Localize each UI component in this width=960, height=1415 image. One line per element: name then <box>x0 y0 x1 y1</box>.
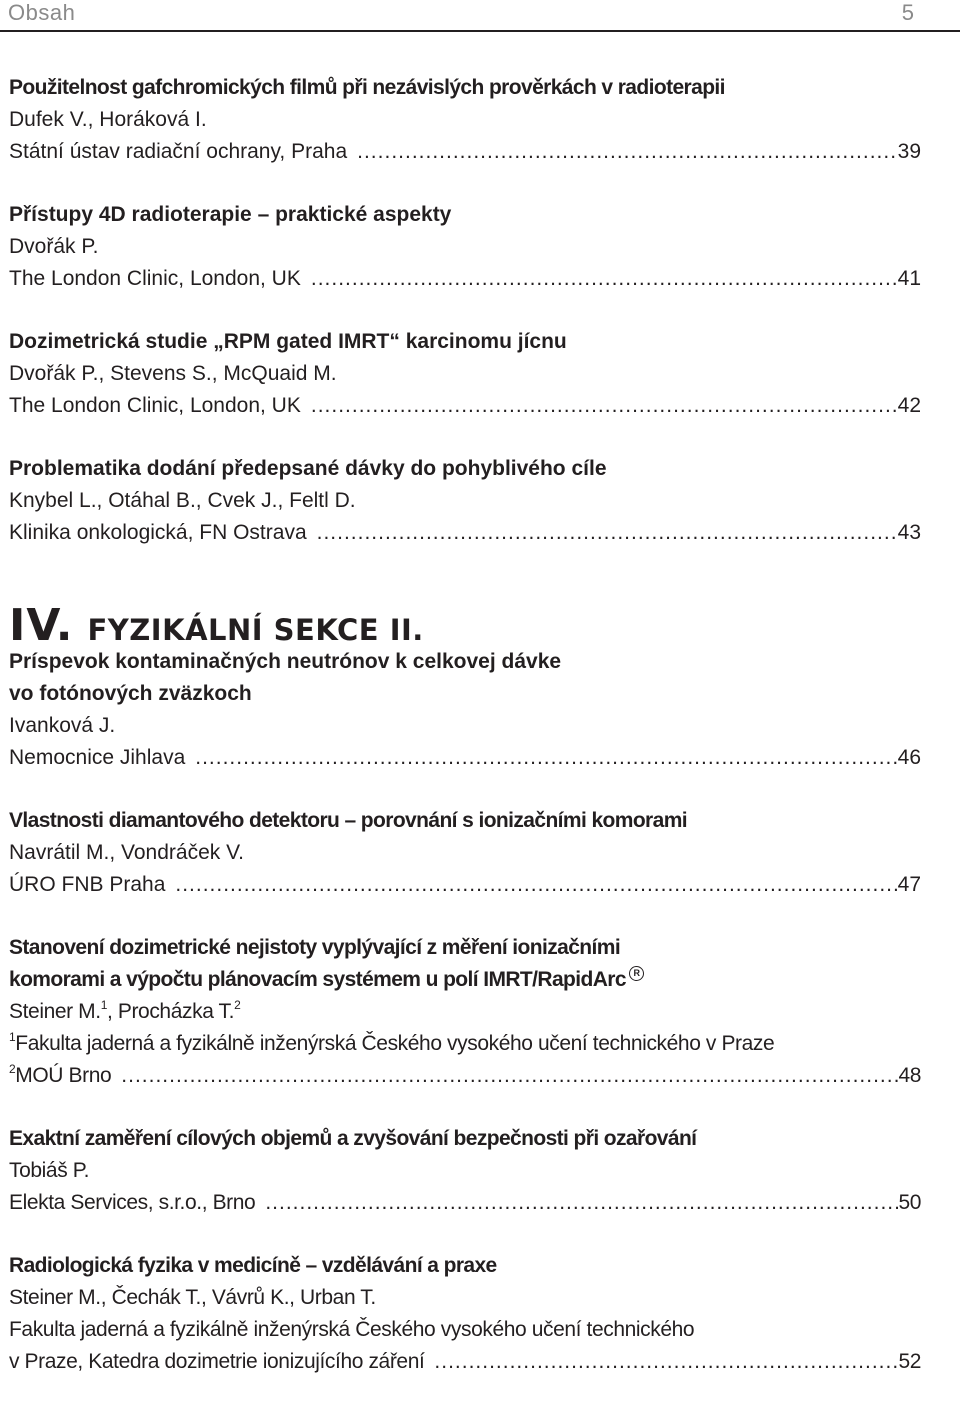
entry-page-number[interactable]: 50 <box>898 1191 921 1214</box>
entry-title: Exaktní zaměření cílových objemů a zvyšování bezpečnosti při ozařování <box>9 1127 697 1150</box>
toc-entry <box>9 199 921 295</box>
entry-affiliation-line[interactable] <box>9 517 921 549</box>
entry-title-line-2: vo fotónových zväzkoch <box>9 682 252 705</box>
entry-affiliation: Státní ústav radiační ochrany, Praha <box>9 140 348 163</box>
entry-page-number[interactable]: 41 <box>897 267 921 290</box>
entry-page-number[interactable]: 47 <box>897 873 921 896</box>
entry-page-number[interactable]: 43 <box>897 521 921 544</box>
entry-authors: Tobiáš P. <box>9 1159 90 1182</box>
entry-affiliation-line[interactable] <box>9 742 921 774</box>
registered-mark-icon: R <box>629 966 644 981</box>
entry-authors: Ivanková J. <box>9 714 116 737</box>
toc-entry <box>9 1123 921 1219</box>
entry-authors: Steiner M., Čechák T., Vávrů K., Urban T. <box>9 1286 376 1309</box>
toc-entry <box>9 805 921 901</box>
entry-affiliation: Nemocnice Jihlava <box>9 746 186 769</box>
dot-leader <box>317 517 898 549</box>
entry-title: Dozimetrická studie „RPM gated IMRT“ karcinomu jícnu <box>9 330 567 353</box>
entry-title-text: komorami a výpočtu plánovacím systémem u polí IMRT/RapidArc <box>9 968 626 991</box>
page-header <box>0 0 960 32</box>
entry-title: Radiologická fyzika v medicíně – vzdělávání a praxe <box>9 1254 497 1277</box>
affiliation-index: 2 <box>9 1062 16 1076</box>
dot-leader <box>121 1060 898 1092</box>
entry-affiliation: The London Clinic, London, UK <box>9 267 301 290</box>
entry-affiliation <box>9 1060 111 1092</box>
entry-affiliation-line[interactable] <box>9 136 921 168</box>
entry-page-number[interactable]: 48 <box>898 1064 921 1087</box>
entry-affiliation: ÚRO FNB Praha <box>9 873 166 896</box>
entry-affiliation-line-1: Fakulta jaderná a fyzikálně inženýrská Českého vysokého učení technického <box>9 1318 695 1341</box>
entry-title-line-1: Stanovení dozimetrické nejistoty vyplývající z měření ionizačními <box>9 936 621 959</box>
dot-leader <box>434 1346 898 1378</box>
entry-page-number[interactable]: 39 <box>897 140 921 163</box>
affiliation-text: Fakulta jaderná a fyzikálně inženýrská Českého vysokého učení technického v Praze <box>15 1032 775 1055</box>
author-affiliation-index: 2 <box>234 998 241 1012</box>
entry-authors: Knybel L., Otáhal B., Cvek J., Feltl D. <box>9 489 356 512</box>
entry-affiliation-line[interactable] <box>9 1346 921 1378</box>
entry-page-number[interactable]: 52 <box>898 1350 921 1373</box>
entry-affiliation-line[interactable] <box>9 390 921 422</box>
entry-affiliation: Elekta Services, s.r.o., Brno <box>9 1191 256 1214</box>
entry-authors: Navrátil M., Vondráček V. <box>9 841 244 864</box>
toc-entry <box>9 646 921 774</box>
entry-page-number[interactable]: 42 <box>897 394 921 417</box>
dot-leader <box>357 136 898 168</box>
entry-affiliation-line[interactable] <box>9 263 921 295</box>
entry-title: Problematika dodání předepsané dávky do pohyblivého cíle <box>9 457 607 480</box>
toc-entry <box>9 1250 921 1378</box>
entry-page-number[interactable]: 46 <box>897 746 921 769</box>
toc-entry <box>9 326 921 422</box>
dot-leader <box>265 1187 898 1219</box>
entry-title: Přístupy 4D radioterapie – praktické aspekty <box>9 203 452 226</box>
dot-leader <box>195 742 897 774</box>
entry-title: Použitelnost gafchromických filmů při nezávislých prověrkách v radioterapii <box>9 76 725 99</box>
toc-entry <box>9 453 921 549</box>
affiliation-text: MOÚ Brno <box>15 1064 112 1087</box>
entry-authors: Dvořák P., Stevens S., McQuaid M. <box>9 362 337 385</box>
entry-authors: Dufek V., Horáková I. <box>9 108 207 131</box>
affiliation-index: 1 <box>9 1030 16 1044</box>
entry-affiliation-line[interactable] <box>9 1060 921 1092</box>
section-number: IV. <box>9 600 74 651</box>
dot-leader <box>311 390 898 422</box>
entry-affiliation: The London Clinic, London, UK <box>9 394 301 417</box>
section-name: FYZIKÁLNÍ SEKCE II. <box>87 613 424 647</box>
entry-affiliation-line-2: v Praze, Katedra dozimetrie ionizujícího záření <box>9 1350 425 1373</box>
dot-leader <box>311 263 898 295</box>
entry-title-line-1: Príspevok kontaminačných neutrónov k celkovej dávke <box>9 650 562 673</box>
toc-content <box>9 72 921 1378</box>
toc-entry <box>9 72 921 168</box>
entry-affiliation-line[interactable] <box>9 1187 921 1219</box>
toc-entry <box>9 932 921 1092</box>
header-title: Obsah <box>8 0 76 25</box>
dot-leader <box>175 869 897 901</box>
entry-affiliation-line[interactable] <box>9 869 921 901</box>
entry-title: Vlastnosti diamantového detektoru – porovnání s ionizačními komorami <box>9 809 688 832</box>
section-heading <box>9 600 921 650</box>
header-page-number: 5 <box>901 0 914 25</box>
entry-affiliation: Klinika onkologická, FN Ostrava <box>9 521 307 544</box>
author-name: Steiner M. <box>9 1000 101 1023</box>
entry-authors: Dvořák P. <box>9 235 99 258</box>
author-name: , Procházka T. <box>106 1000 235 1023</box>
entry-title-line-2 <box>9 964 921 996</box>
author-affiliation-index: 1 <box>100 998 107 1012</box>
entry-affiliation <box>9 1028 921 1060</box>
entry-authors <box>9 996 921 1028</box>
